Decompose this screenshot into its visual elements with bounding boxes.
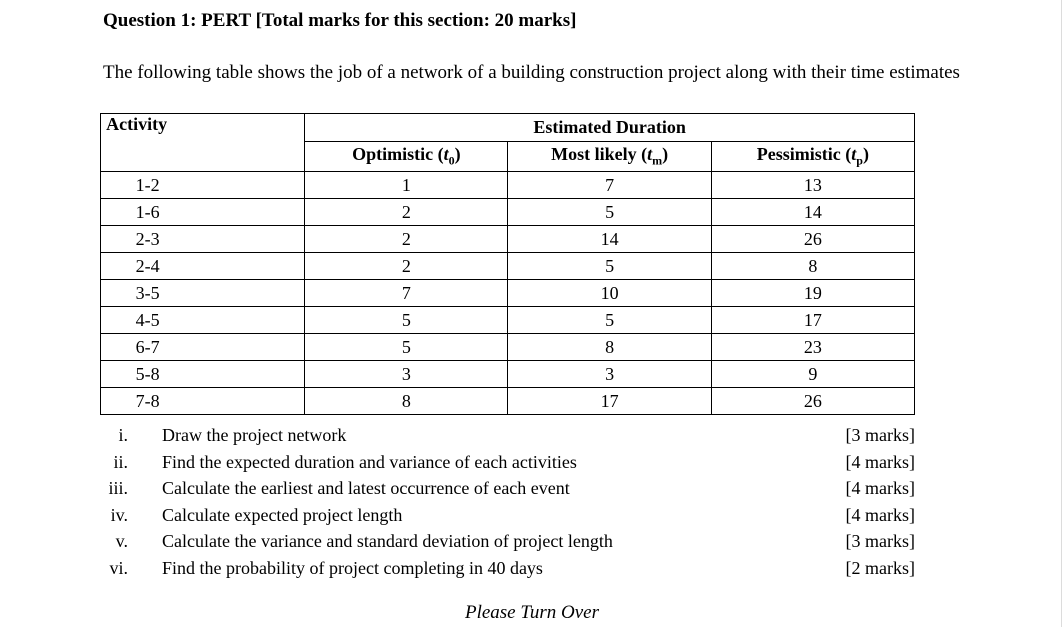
task-number: iv.	[110, 504, 128, 525]
activity-cell	[101, 361, 305, 388]
activity-label: 7-8	[135, 390, 160, 411]
most-likely-label: Most likely (	[551, 144, 648, 165]
table-row	[101, 172, 915, 199]
activity-cell	[101, 334, 305, 361]
task-text: Find the expected duration and variance of each activities	[162, 451, 577, 472]
task-number: i.	[118, 425, 128, 445]
task-number: ii.	[113, 451, 128, 472]
task-item	[100, 502, 915, 529]
task-text: Calculate expected project length	[162, 504, 403, 525]
table-row	[101, 253, 915, 280]
most-likely-cell: 10	[508, 280, 711, 307]
activity-label: 3-5	[135, 282, 160, 303]
optimistic-cell: 5	[305, 334, 508, 361]
activity-label: 6-7	[135, 336, 160, 357]
pessimistic-cell: 8	[711, 253, 914, 280]
task-item	[100, 475, 915, 502]
task-list	[100, 422, 915, 581]
task-marks: [4 marks]	[845, 451, 915, 472]
optimistic-header	[305, 142, 508, 172]
pessimistic-cell: 17	[711, 307, 914, 334]
pessimistic-cell: 13	[711, 172, 914, 199]
most-likely-header	[508, 142, 711, 172]
task-number: iii.	[108, 478, 128, 498]
most-likely-symbol: t	[647, 144, 653, 165]
page-edge-line	[1061, 0, 1062, 627]
optimistic-cell: 8	[305, 388, 508, 415]
most-likely-subscript: m	[652, 153, 663, 168]
most-likely-close-paren: )	[662, 144, 669, 165]
task-item	[100, 422, 915, 449]
task-item	[100, 449, 915, 476]
activity-label: 5-8	[135, 363, 160, 384]
task-marks: [3 marks]	[845, 425, 915, 445]
activity-cell	[101, 388, 305, 415]
most-likely-cell: 3	[508, 361, 711, 388]
most-likely-cell: 5	[508, 253, 711, 280]
intro-paragraph: The following table shows the job of a network of a building construction project along with their time estimates	[103, 62, 960, 83]
pessimistic-cell: 23	[711, 334, 914, 361]
optimistic-cell: 1	[305, 172, 508, 199]
task-text: Calculate the earliest and latest occurrence of each event	[162, 478, 570, 498]
activity-cell	[101, 172, 305, 199]
pessimistic-cell: 9	[711, 361, 914, 388]
optimistic-cell: 2	[305, 253, 508, 280]
task-text: Draw the project network	[162, 425, 347, 445]
task-marks: [2 marks]	[845, 557, 915, 578]
task-item	[100, 555, 915, 582]
optimistic-cell: 2	[305, 226, 508, 253]
task-marks: [3 marks]	[845, 531, 915, 551]
table-row	[101, 361, 915, 388]
optimistic-label: Optimistic (	[352, 144, 444, 165]
optimistic-cell: 7	[305, 280, 508, 307]
activity-label: 4-5	[135, 309, 160, 330]
optimistic-symbol: t	[443, 144, 449, 165]
activity-label: 1-2	[135, 174, 160, 195]
task-marks: [4 marks]	[845, 478, 915, 498]
most-likely-cell: 5	[508, 199, 711, 226]
most-likely-cell: 8	[508, 334, 711, 361]
task-text: Find the probability of project completing in 40 days	[162, 557, 543, 578]
table-row	[101, 334, 915, 361]
pessimistic-cell: 19	[711, 280, 914, 307]
pessimistic-header	[711, 142, 914, 172]
activity-header-label: Activity	[106, 114, 168, 134]
activity-cell	[101, 253, 305, 280]
task-item	[100, 528, 915, 555]
most-likely-cell: 17	[508, 388, 711, 415]
optimistic-cell: 5	[305, 307, 508, 334]
task-marks: [4 marks]	[845, 504, 915, 525]
pessimistic-cell: 26	[711, 226, 914, 253]
activity-label: 2-3	[135, 228, 160, 249]
header-row-1	[101, 114, 915, 142]
optimistic-cell: 3	[305, 361, 508, 388]
pert-table	[100, 113, 915, 415]
activity-cell	[101, 307, 305, 334]
activity-cell	[101, 226, 305, 253]
most-likely-cell: 5	[508, 307, 711, 334]
activity-header	[101, 114, 305, 172]
pessimistic-cell: 26	[711, 388, 914, 415]
optimistic-close-paren: )	[454, 144, 461, 165]
pessimistic-label: Pessimistic (	[756, 144, 852, 165]
pessimistic-symbol: t	[851, 144, 857, 165]
please-turn-over: Please Turn Over	[464, 602, 600, 623]
table-row	[101, 388, 915, 415]
question-heading: Question 1: PERT [Total marks for this section: 20 marks]	[103, 10, 577, 31]
optimistic-subscript: 0	[448, 153, 455, 168]
pessimistic-subscript: p	[856, 153, 863, 168]
table-row	[101, 280, 915, 307]
table-row	[101, 199, 915, 226]
most-likely-cell: 7	[508, 172, 711, 199]
task-text: Calculate the variance and standard deviation of project length	[162, 531, 613, 551]
pessimistic-close-paren: )	[862, 144, 869, 165]
most-likely-cell: 14	[508, 226, 711, 253]
pessimistic-cell: 14	[711, 199, 914, 226]
activity-label: 1-6	[135, 201, 160, 222]
activity-cell	[101, 280, 305, 307]
task-number: vi.	[109, 557, 128, 578]
activity-label: 2-4	[135, 255, 160, 276]
task-number: v.	[115, 531, 128, 551]
table-row	[101, 226, 915, 253]
estimated-duration-header: Estimated Duration	[305, 114, 915, 142]
optimistic-cell: 2	[305, 199, 508, 226]
activity-cell	[101, 199, 305, 226]
table-row	[101, 307, 915, 334]
